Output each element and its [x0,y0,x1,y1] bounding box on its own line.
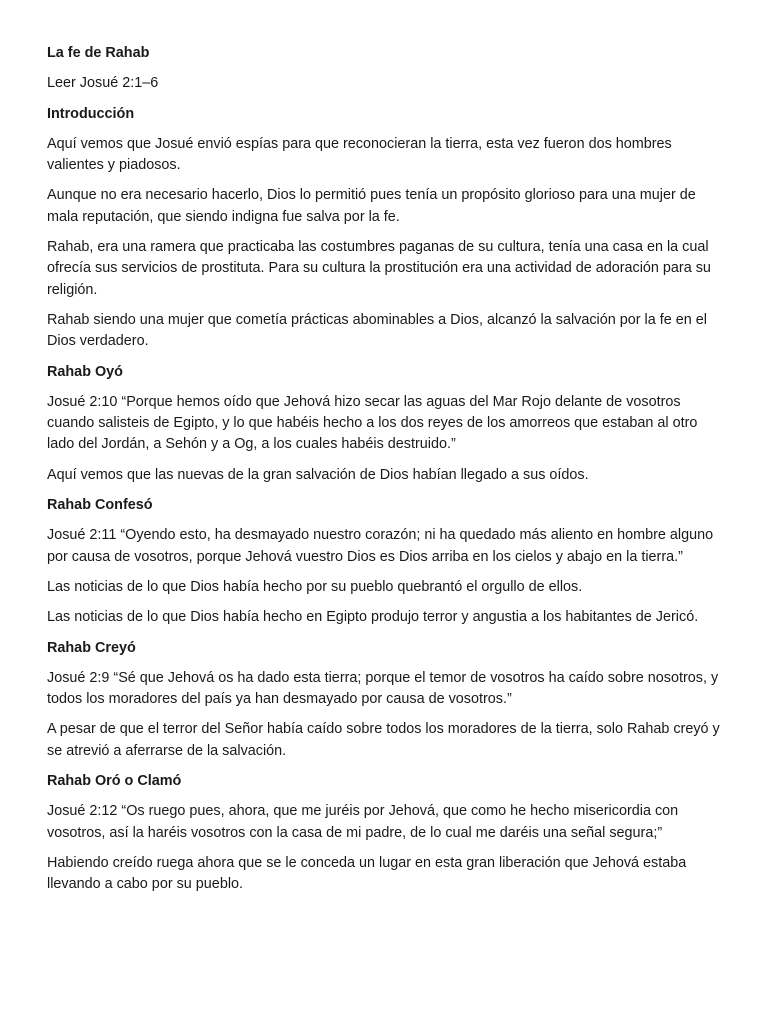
section-heading: Rahab Creyó [47,639,136,656]
paragraph: Las noticias de lo que Dios había hecho en Egipto produjo terror y angustia a los habitantes de Jericó. [47,609,699,626]
paragraph: Rahab siendo una mujer que cometía prácticas abominables a Dios, alcanzó la salvación por la fe en el Dios verdadero. [47,311,707,350]
section-rahab-oro [47,771,727,895]
paragraph: Las noticias de lo que Dios había hecho por su pueblo quebrantó el orgullo de ellos. [47,578,583,595]
scripture-quote: Josué 2:12 “Os ruego pues, ahora, que me juréis por Jehová, que como he hecho misericordia con vosotros, así la haréis vosotros con la casa de mi padre, de lo cual me daréis una señal segura;” [47,803,679,841]
paragraph: Habiendo creído ruega ahora que se le conceda un lugar en esta gran liberación que Jehová estaba llevando a cabo por su pueblo. [47,854,687,893]
section-heading: Introducción [47,105,135,122]
section-heading: Rahab Confesó [47,497,153,514]
paragraph: Aunque no era necesario hacerlo, Dios lo permitió pues tenía un propósito glorioso para una mujer de mala reputación, que siendo indigna fue salva por la fe. [47,187,696,225]
scripture-quote: Josué 2:11 “Oyendo esto, ha desmayado nuestro corazón; ni ha quedado más aliento en hombre alguno por causa de vosotros, porque Jehová vuestro Dios es Dios arriba en los cielos y abajo en la tierra.” [47,527,714,565]
section-heading: Rahab Oró o Clamó [47,773,182,790]
section-rahab-oyo [47,362,727,486]
paragraph: Rahab, era una ramera que practicaba las costumbres paganas de su cultura, tenía una casa en la cual ofrecía sus servicios de prostituta. Para su cultura la prostitución era una actividad de adoración para su religión. [47,239,711,298]
paragraph: A pesar de que el terror del Señor había caído sobre todos los moradores de la tierra, solo Rahab creyó y se atrevió a aferrarse de la salvación. [47,721,720,759]
paragraph: Aquí vemos que las nuevas de la gran salvación de Dios habían llegado a sus oídos. [47,466,589,483]
section-heading: Rahab Oyó [47,363,123,380]
paragraph: Aquí vemos que Josué envió espías para que reconocieran la tierra, esta vez fueron dos hombres valientes y piadosos. [47,135,672,174]
scripture-quote: Josué 2:9 “Sé que Jehová os ha dado esta tierra; porque el temor de vosotros ha caído sobre nosotros, y todos los moradores del país ya han desmayado por causa de vosotros.” [47,669,719,708]
reading-reference: Leer Josué 2:1–6 [47,75,159,92]
section-rahab-creyo [47,638,727,762]
scripture-quote: Josué 2:10 “Porque hemos oído que Jehová hizo secar las aguas del Mar Rojo delante de vosotros cuando salisteis de Egipto, y lo que habéis hecho a los dos reyes de los amorreos que estaban al otro lado del Jordán, a Sehón y a Og, a los cuales habéis destruido.” [47,393,698,453]
section-introduccion [47,104,727,353]
section-rahab-confeso [47,495,727,628]
document-title: La fe de Rahab [47,45,150,61]
document-page [47,43,727,905]
